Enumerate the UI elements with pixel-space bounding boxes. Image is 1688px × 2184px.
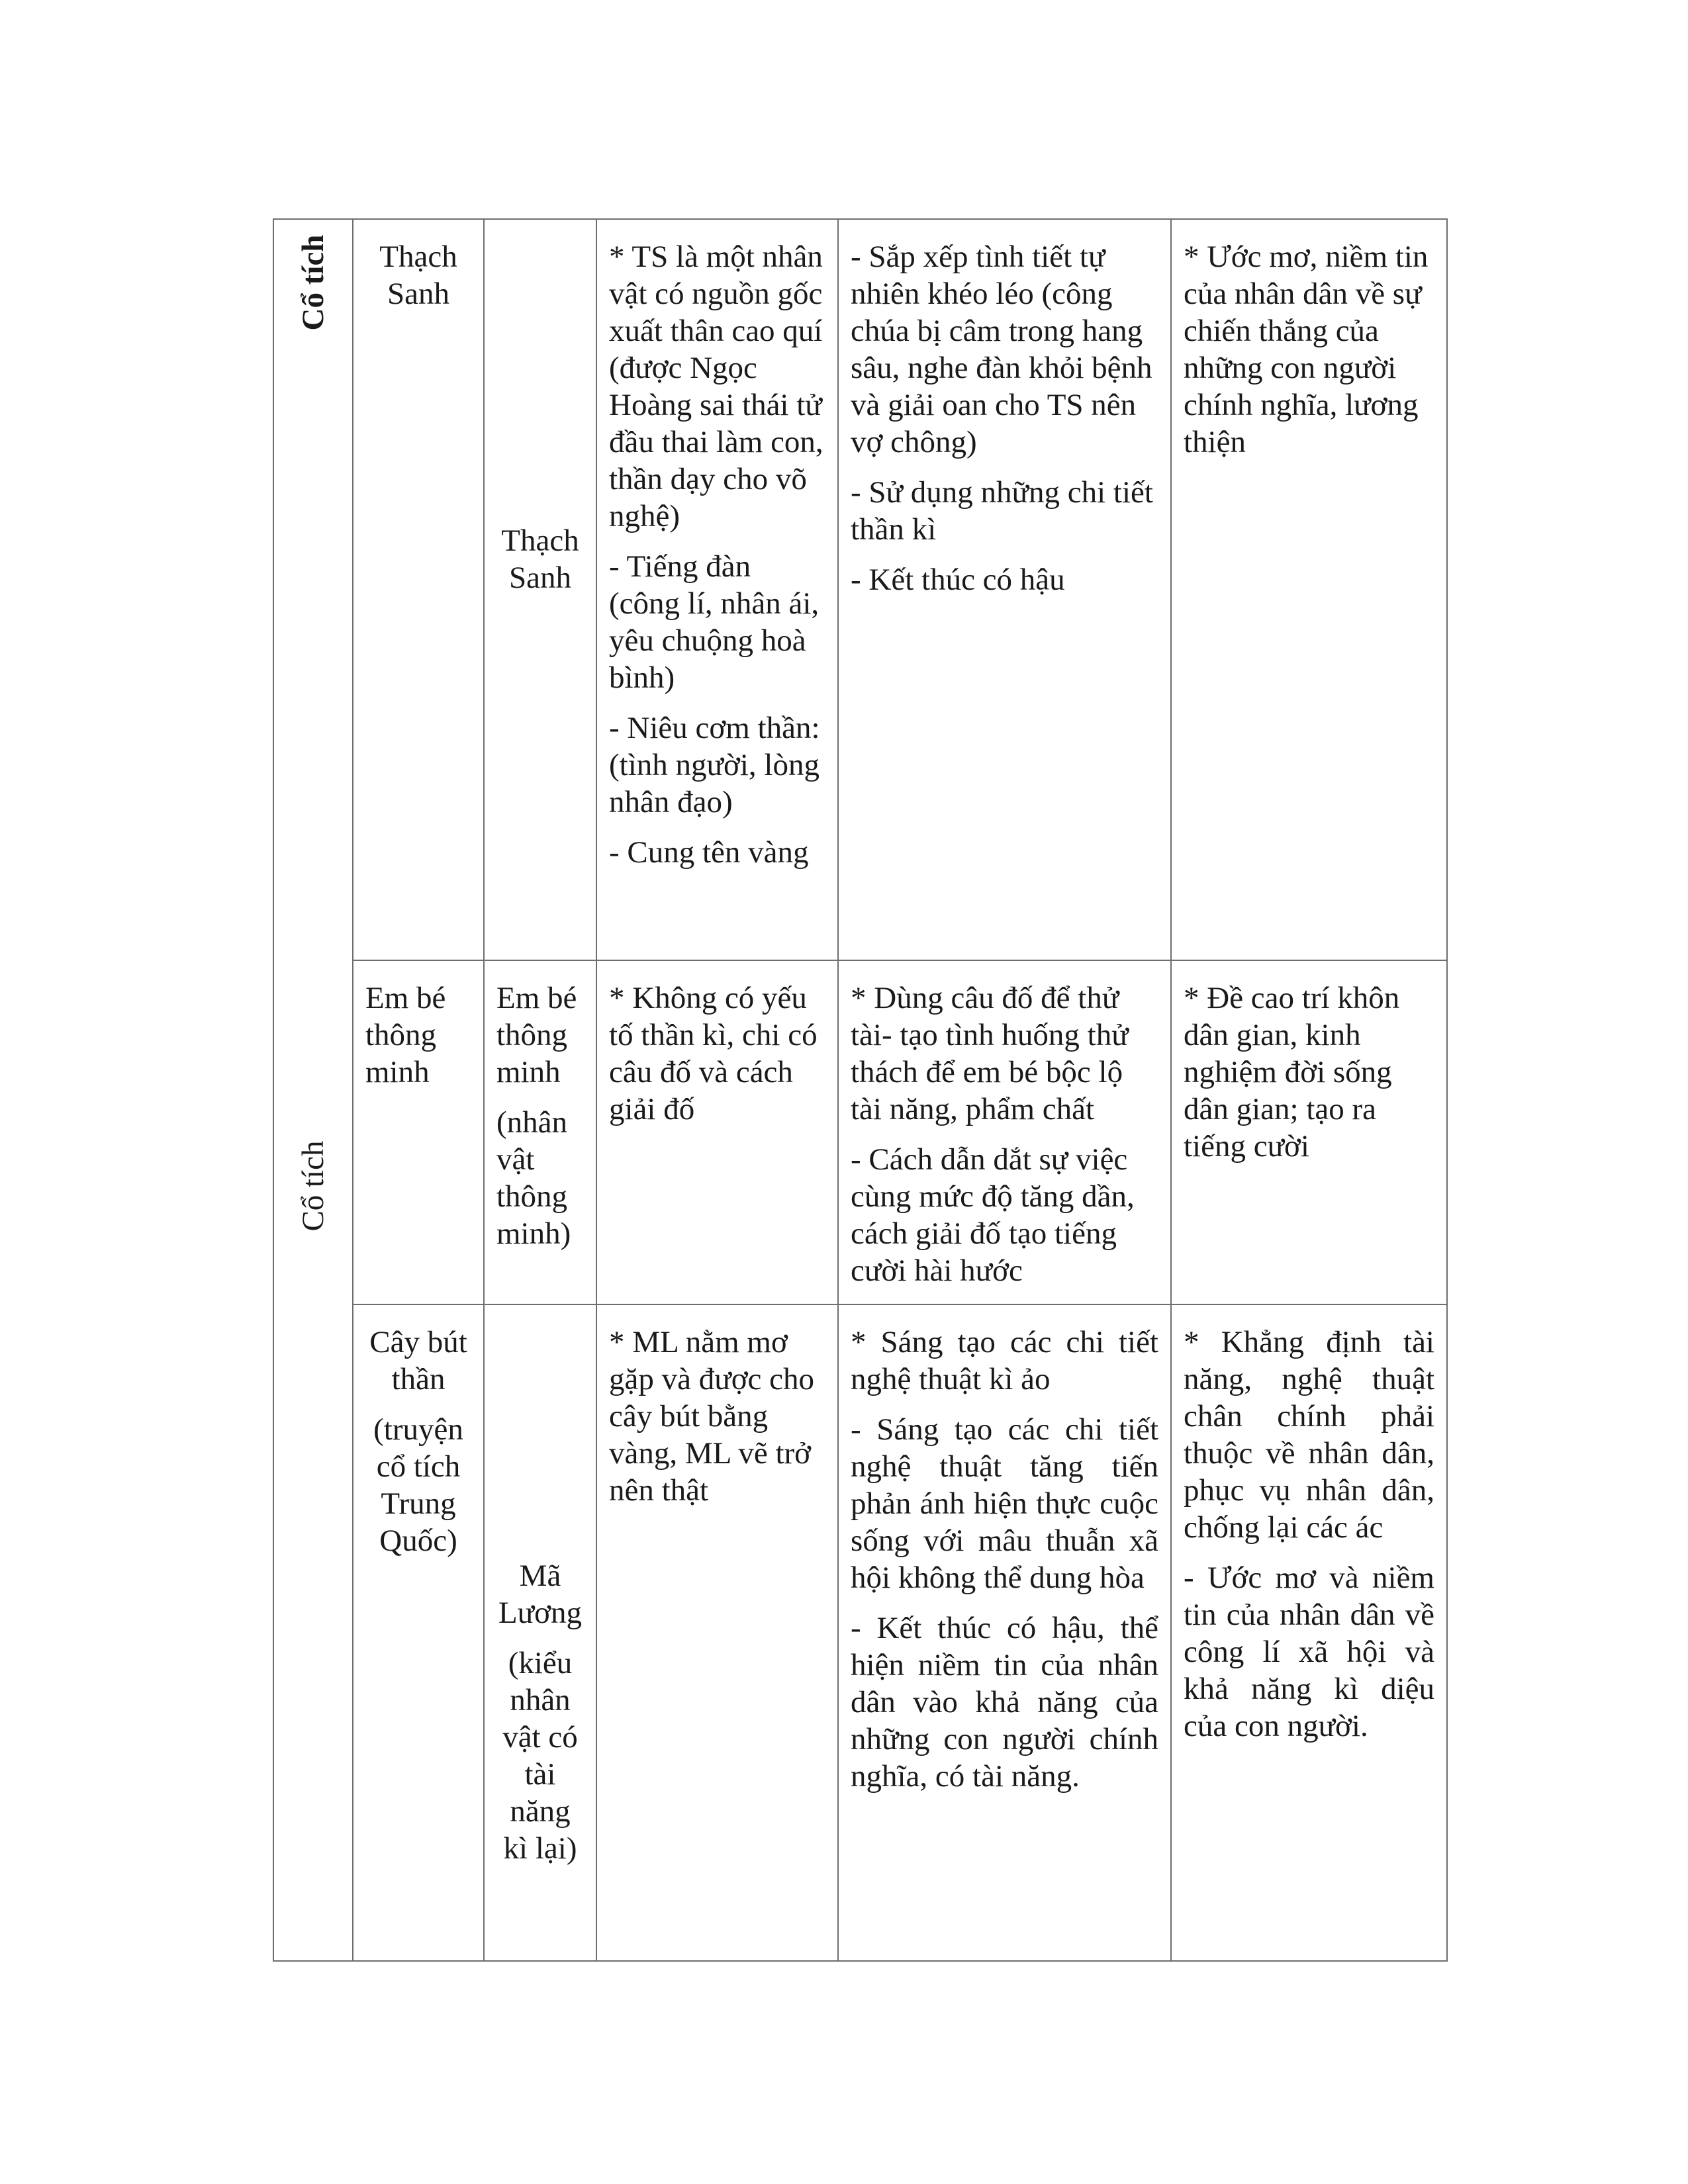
character-cell — [484, 1304, 596, 1961]
art-cell — [838, 219, 1171, 960]
character-name: Em bé thông minh — [496, 981, 577, 1089]
work-title: Cây bút thần — [369, 1325, 467, 1396]
table-row — [273, 1304, 1447, 1961]
genre-label-main: Cổ tích — [296, 1140, 330, 1232]
detail-item: - Cung tên vàng — [609, 835, 809, 870]
table-row — [273, 960, 1447, 1304]
art-item: - Sáng tạo các chi tiết nghệ thuật tăng tiến phản ánh hiện thực cuộc sống với mâu thuẫn xã hội không thể dung hòa — [851, 1412, 1158, 1595]
work-title-cell — [353, 219, 484, 960]
detail-item: * TS là một nhân vật có nguồn gốc xuất thân cao quí (được Ngọc Hoàng sai thái tử đầu thai làm con, thần dạy cho võ nghệ) — [609, 240, 823, 533]
art-item: - Kết thúc có hậu, thể hiện niềm tin của nhân dân vào khả năng của những con người chính nghĩa, có tài năng. — [851, 1611, 1158, 1794]
art-item: - Cách dẫn dắt sự việc cùng mức độ tăng dần, cách giải đố tạo tiếng cười hài hước — [851, 1142, 1135, 1288]
art-item: - Kết thúc có hậu — [851, 563, 1065, 597]
character-cell — [484, 960, 596, 1304]
folk-tale-table — [273, 218, 1448, 1962]
character-name: Thạch Sanh — [501, 523, 579, 595]
art-item: - Sử dụng những chi tiết thần kì — [851, 475, 1153, 547]
meaning-cell — [1171, 1304, 1447, 1961]
character-name: Mã Lương — [498, 1559, 583, 1630]
art-item: * Sáng tạo các chi tiết nghệ thuật kì ảo — [851, 1325, 1158, 1396]
meaning-item: - Ước mơ và niềm tin của nhân dân về công lí xã hội và khả năng kì diệu của con người. — [1184, 1561, 1434, 1743]
art-item: - Sắp xếp tình tiết tự nhiên khéo léo (công chúa bị câm trong hang sâu, nghe đàn khỏi bệnh và giải oan cho TS nên vợ chông) — [851, 240, 1152, 459]
detail-item: * ML nằm mơ gặp và được cho cây bút bằng vàng, ML vẽ trở nên thật — [609, 1325, 815, 1508]
detail-item: - Tiếng đàn (công lí, nhân ái, yêu chuộng hoà bình) — [609, 549, 820, 695]
meaning-cell — [1171, 960, 1447, 1304]
details-cell — [596, 1304, 838, 1961]
meaning-cell — [1171, 219, 1447, 960]
work-title-cell — [353, 960, 484, 1304]
work-title: Em bé thông minh — [365, 981, 446, 1089]
detail-item: * Không có yếu tố thần kì, chi có câu đố và cách giải đố — [609, 981, 818, 1126]
art-cell — [838, 960, 1171, 1304]
meaning-item: * Khẳng định tài năng, nghệ thuật chân chính phải thuộc về nhân dân, phục vụ nhân dân, chống lại các ác — [1184, 1325, 1434, 1545]
detail-item: - Niêu cơm thần: (tình người, lòng nhân đạo) — [609, 711, 820, 819]
character-cell — [484, 219, 596, 960]
genre-cell — [273, 219, 353, 1961]
character-type: (kiểu nhân vật có tài năng kì lại) — [502, 1646, 578, 1866]
details-cell — [596, 219, 838, 960]
table-row — [273, 219, 1447, 960]
meaning-item: * Đề cao trí khôn dân gian, kinh nghiệm đời sống dân gian; tạo ra tiếng cười — [1184, 981, 1400, 1163]
character-type: (nhân vật thông minh) — [496, 1105, 571, 1251]
work-title-cell — [353, 1304, 484, 1961]
work-title: Thạch Sanh — [379, 240, 457, 311]
meaning-item: * Ước mơ, niềm tin của nhân dân về sự chiến thắng của những con người chính nghĩa, lương thiện — [1184, 240, 1429, 459]
work-origin: (truyện cổ tích Trung Quốc) — [373, 1412, 463, 1558]
genre-label-top: Cổ tích — [296, 234, 330, 331]
art-item: * Dùng câu đố để thử tài- tạo tình huống thử thách để em bé bộc lộ tài năng, phẩm chất — [851, 981, 1129, 1126]
details-cell — [596, 960, 838, 1304]
art-cell — [838, 1304, 1171, 1961]
